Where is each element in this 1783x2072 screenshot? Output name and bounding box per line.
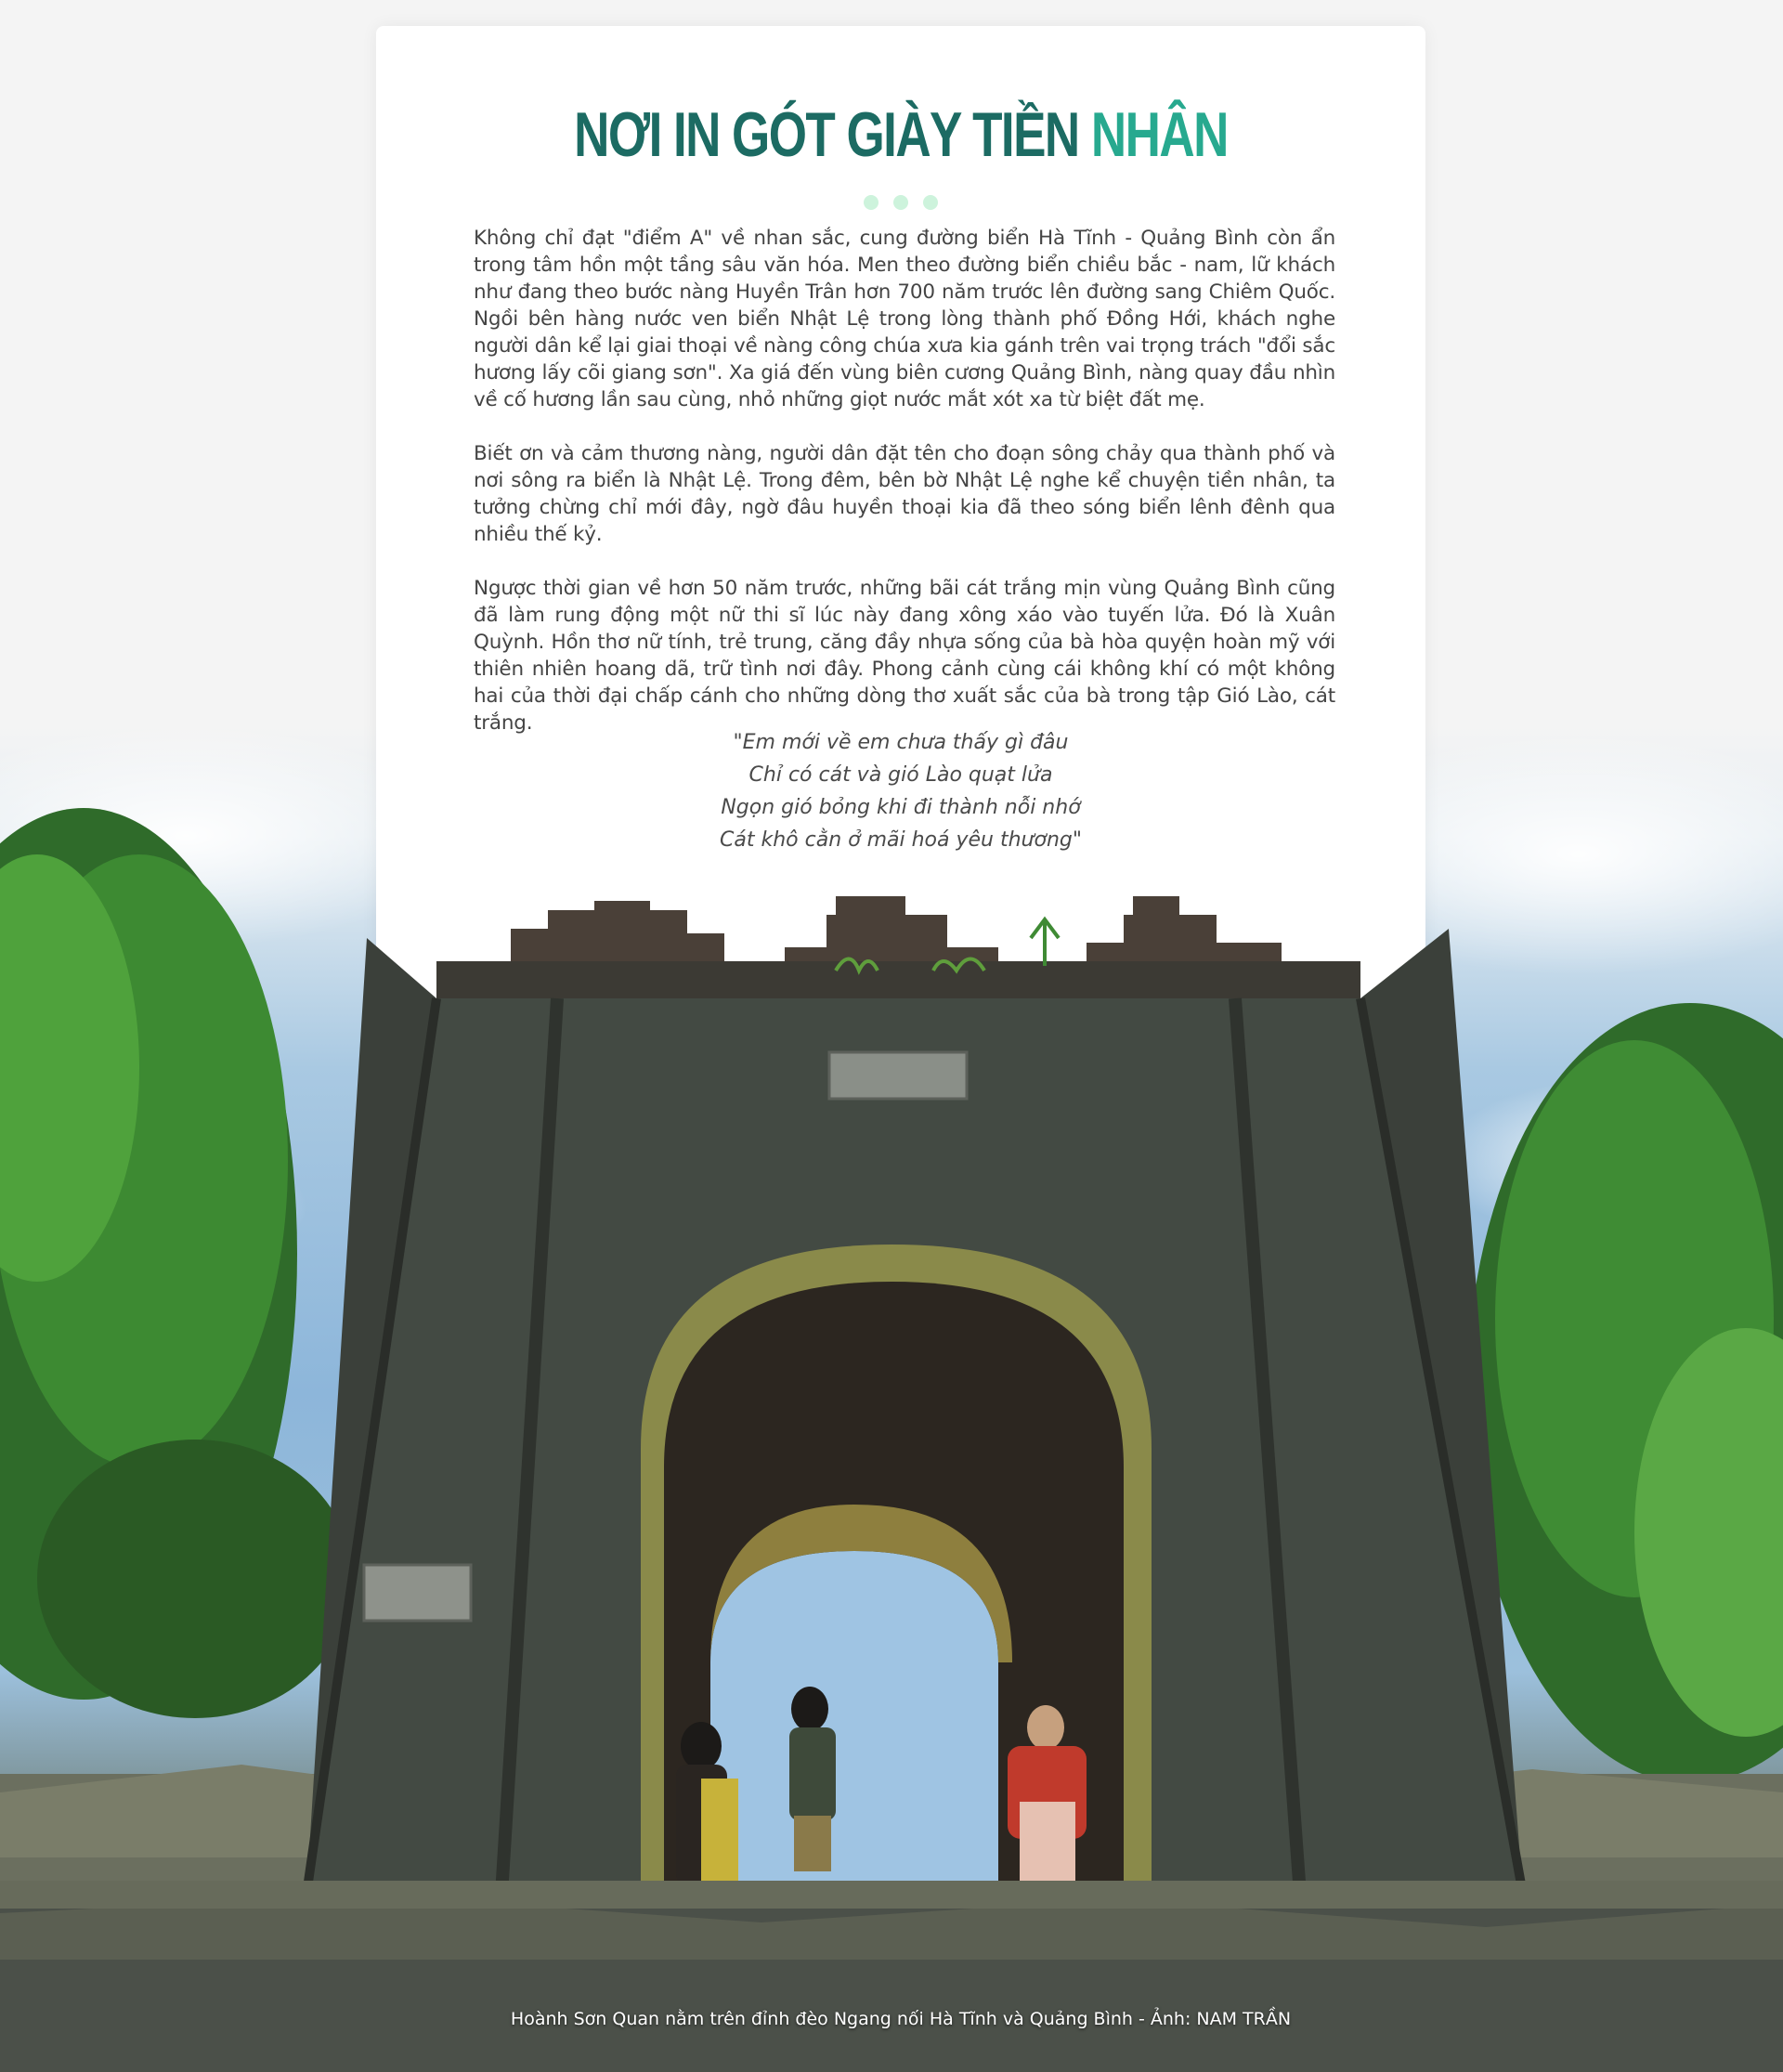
poem-line: "Em mới về em chưa thấy gì đâu bbox=[733, 731, 1069, 754]
title-part-dark: NƠI IN GÓT GIÀY TIỀN bbox=[574, 99, 1091, 170]
poem-line: Ngọn gió bỏng khi đi thành nỗi nhớ bbox=[721, 796, 1081, 819]
title-part-light: NHÂN bbox=[1090, 99, 1228, 170]
poem-line: Chỉ có cát và gió Lào quạt lửa bbox=[748, 763, 1053, 787]
poem-line: Cát khô cằn ở mãi hoá yêu thương" bbox=[720, 828, 1082, 852]
paragraph-1: Không chỉ đạt "điểm A" về nhan sắc, cung đường biển Hà Tĩnh - Quảng Bình còn ẩn trong tâm hồn một tầng sâu văn hóa. Men theo đường biển chiều bắc - nam, lữ khách như đang theo bước nàng Huyền Trân hơn 700 năm trước lên đường sang Chiêm Quốc. Ngồi bên hàng nước ven biển Nhật Lệ trong lòng thành phố Đồng Hới, khách nghe người dân kể lại giai thoại về nàng công chúa xưa kia gánh trên vai trọng trách "đổi sắc hương lấy cõi giang sơn". Xa giá đến vùng biên cương Quảng Bình, nàng quay đầu nhìn về cố hương lần sau cùng, nhỏ những giọt nước mắt xót xa từ biệt đất mẹ. bbox=[474, 227, 1335, 411]
paragraph-3: Ngược thời gian về hơn 50 năm trước, những bãi cát trắng mịn vùng Quảng Bình cũng đã làm rung động một nữ thi sĩ lúc này đang xông xáo vào tuyến lửa. Đó là Xuân Quỳnh. Hồn thơ nữ tính, trẻ trung, căng đầy nhựa sống của bà hòa quyện hoàn mỹ với thiên nhiên hoang dã, trữ tình nơi đây. Phong cảnh cùng cái không khí có một không hai của thời đại chấp cánh cho những dòng thơ xuất sắc của bà trong tập Gió Lào, cát trắng. bbox=[474, 577, 1335, 735]
photo-caption: Hoành Sơn Quan nằm trên đỉnh đèo Ngang nối Hà Tĩnh và Quảng Bình - Ảnh: NAM TRẦN bbox=[510, 2009, 1292, 2029]
paragraph-2: Biết ơn và cảm thương nàng, người dân đặt tên cho đoạn sông chảy qua thành phố và nơi sông ra biển là Nhật Lệ. Trong đêm, bên bờ Nhật Lệ nghe kể chuyện tiền nhân, ta tưởng chừng chỉ mới đây, ngờ đâu huyền thoại kia đã theo sóng biển lênh đênh qua nhiều thế kỷ. bbox=[474, 442, 1335, 546]
